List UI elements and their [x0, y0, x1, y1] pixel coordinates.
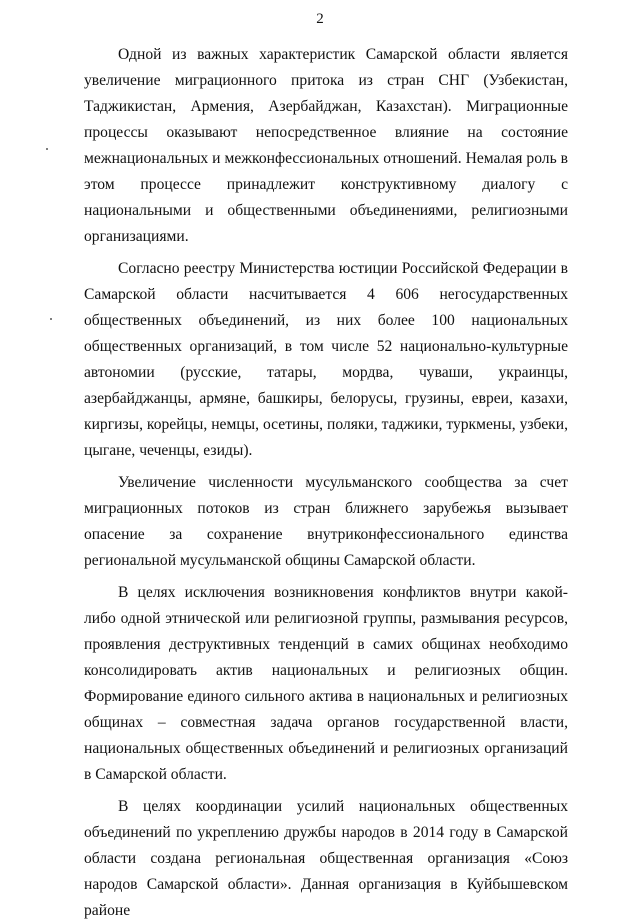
- scan-speck: [50, 318, 52, 320]
- paragraph-registry: Согласно реестру Министерства юстиции Российской Федерации в Самарской области насчитывается 4 606 негосударственных общественных объединений, из них более 100 национальных общественных организаций, в том числе 52 национально-культурные автономии (русские, татары, мордва, чуваши, украинцы, азербайджанцы, армяне, башкиры, белорусы, грузины, евреи, казахи, киргизы, корейцы, немцы, осетины, поляки, таджики, туркмены, узбеки, цыгане, чеченцы, езиды).: [84, 260, 568, 459]
- page-number: 2: [316, 11, 324, 27]
- paragraph-union-of-peoples: В целях координации усилий национальных общественных объединений по укреплению дружбы народов в 2014 году в Самарской области создана региональная общественная организация «Союз народов Самарской области». Данная организация в Куйбышевском районе: [84, 798, 568, 919]
- paragraph-muslim-community: Увеличение численности мусульманского сообщества за счет миграционных потоков из стран ближнего зарубежья вызывает опасение за сохранение внутриконфессионального единства региональной мусульманской общины Самарской области.: [84, 474, 568, 569]
- paragraph-conflict-prevention: В целях исключения возникновения конфликтов внутри какой-либо одной этнической или религиозной группы, размывания ресурсов, проявления деструктивных тенденций в самих общинах необходимо консолидировать актив национальных и религиозных общин. Формирование единого сильного актива в национальных и религиозных общинах – совместная задача органов государственной власти, национальных общественных объединений и религиозных организаций в Самарской области.: [84, 584, 568, 783]
- paragraph-migration: Одной из важных характеристик Самарской области является увеличение миграционного притока из стран СНГ (Узбекистан, Таджикистан, Армения, Азербайджан, Казахстан). Миграционные процессы оказывают непосредственное влияние на состояние межнациональных и межконфессиональных отношений. Немалая роль в этом процессе принадлежит конструктивному диалогу с национальными и общественными объединениями, религиозными организациями.: [84, 46, 568, 245]
- document-body: [84, 42, 568, 924]
- scan-speck: [46, 148, 48, 150]
